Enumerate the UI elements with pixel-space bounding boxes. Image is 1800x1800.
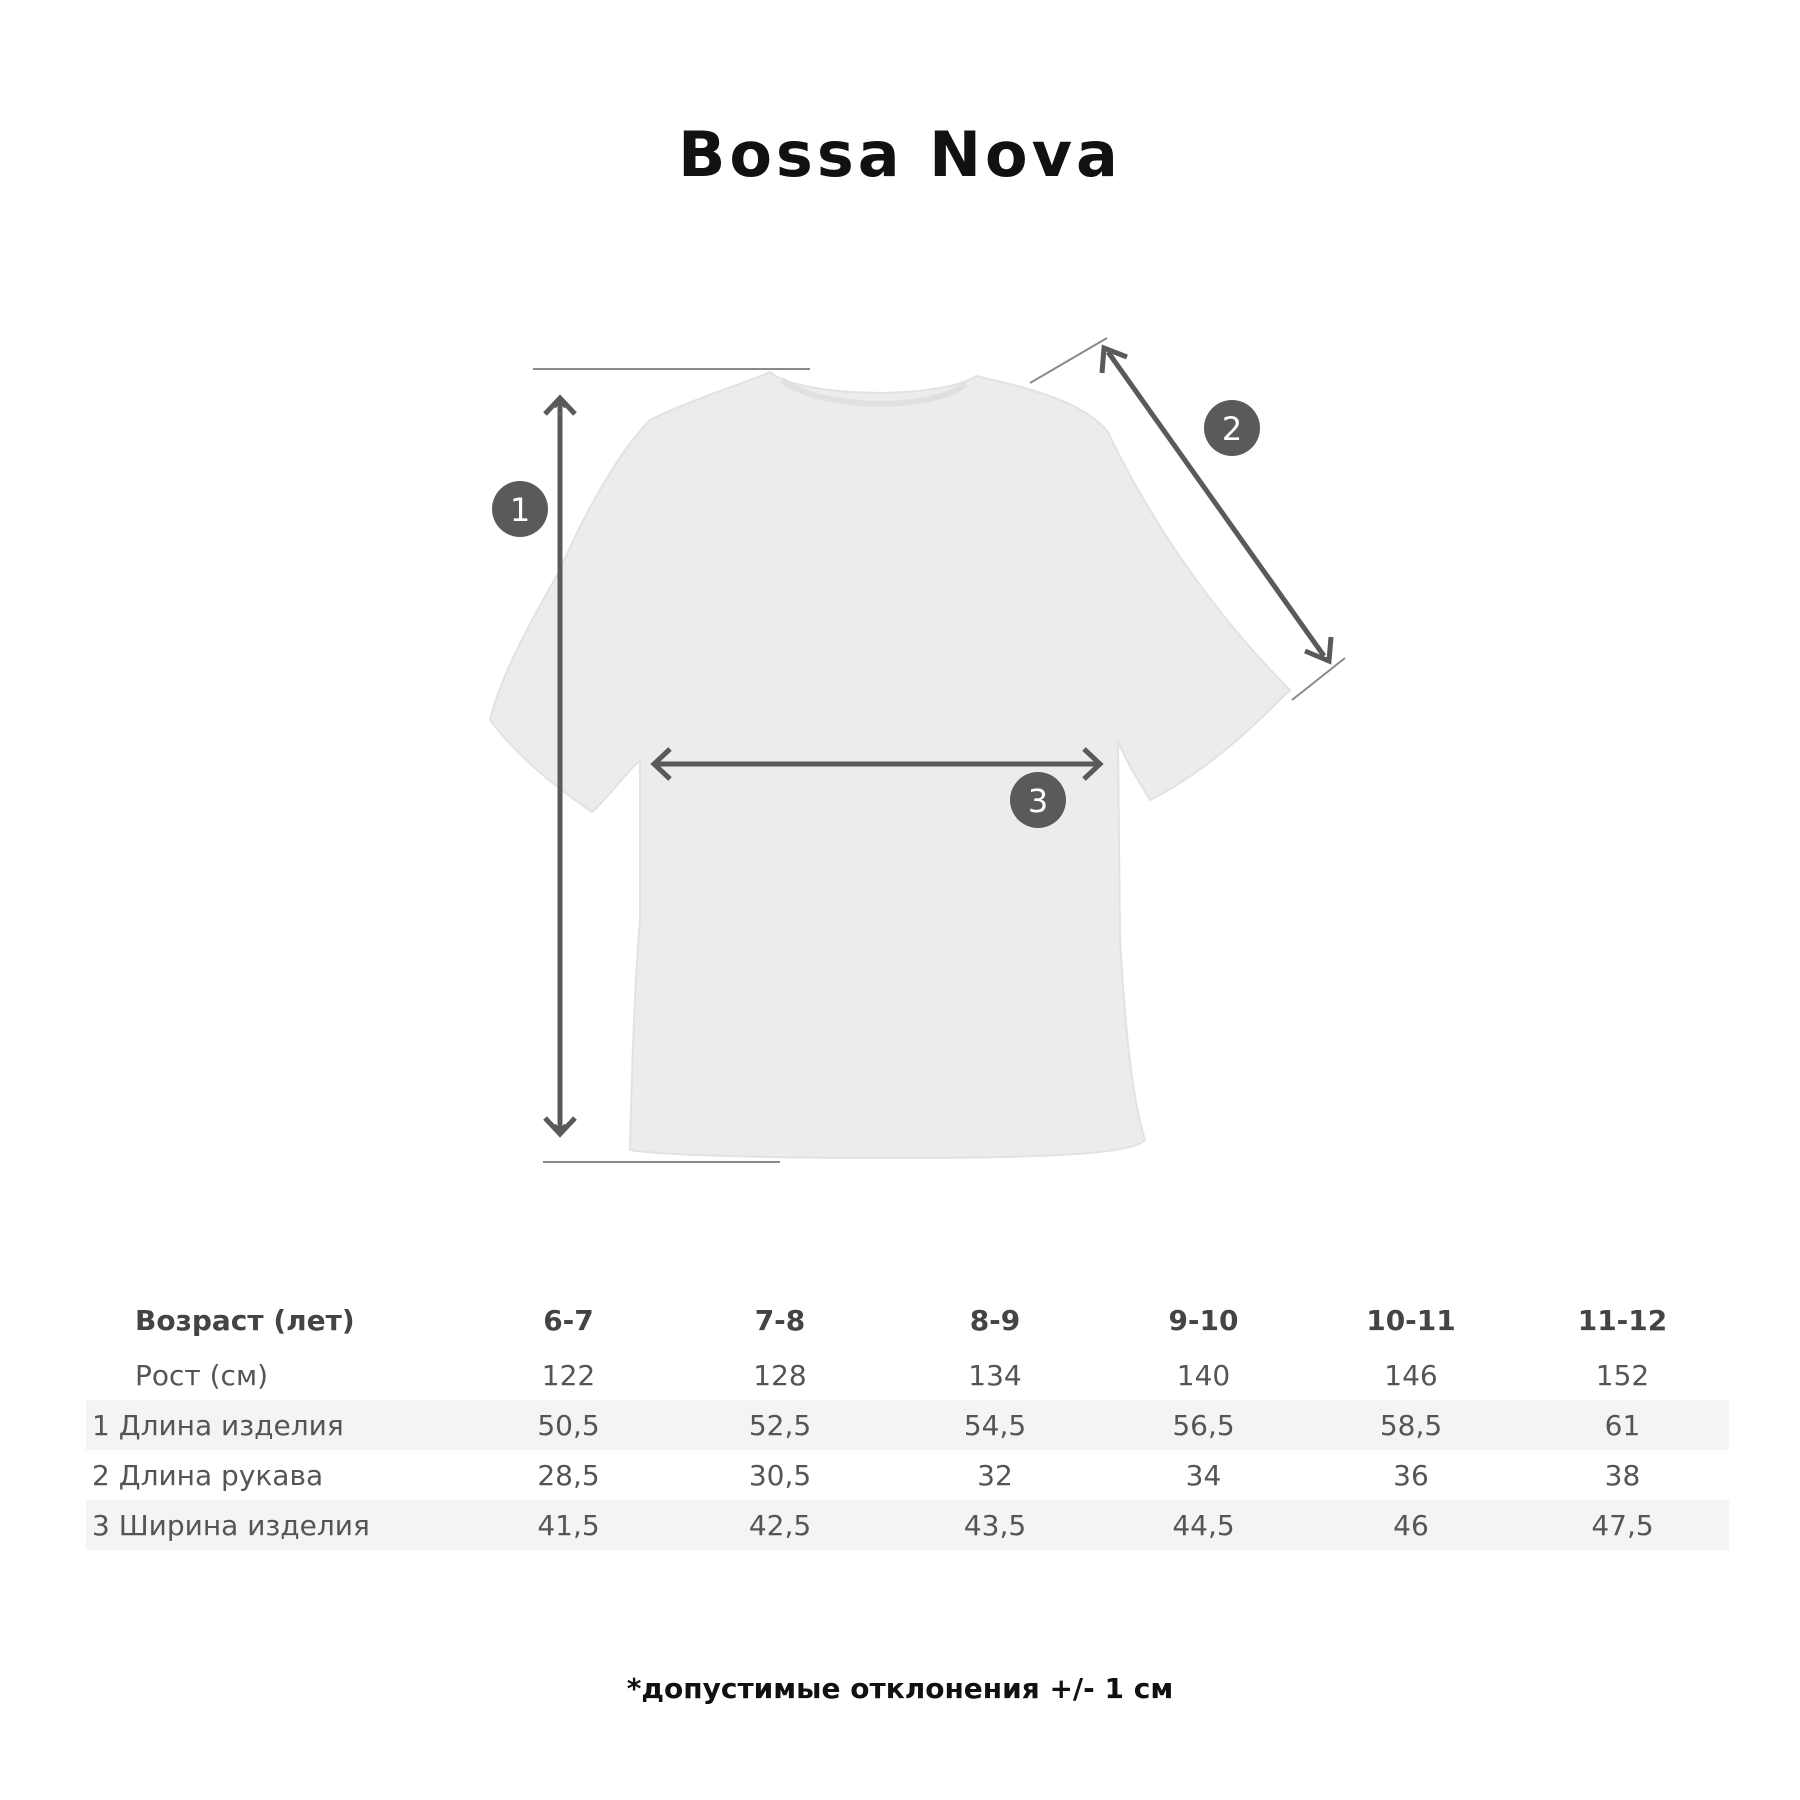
- table-header-row: [86, 1290, 1729, 1350]
- table-cell: 43,5: [889, 1500, 1101, 1550]
- table-cell: 34: [1185, 1458, 1222, 1492]
- table-cell: 41,5: [466, 1500, 671, 1550]
- table-row-width: [86, 1500, 1729, 1550]
- table-cell: 122: [541, 1358, 596, 1392]
- marker-1-label: 1: [509, 491, 531, 529]
- sleeve-guide-bottom: [1292, 658, 1345, 700]
- table-cell: 36: [1393, 1458, 1429, 1492]
- length-row-label: 1 Длина изделия: [86, 1400, 466, 1450]
- tolerance-note: *допустимые отклонения +/- 1 см: [626, 1672, 1174, 1705]
- table-cell: 28,5: [537, 1458, 600, 1492]
- table-cell: 38: [1604, 1458, 1641, 1492]
- table-row-height: [86, 1350, 1729, 1400]
- table-cell: 146: [1384, 1358, 1438, 1392]
- marker-3-badge: [1010, 772, 1066, 828]
- size-header: 10-11: [1366, 1303, 1456, 1337]
- sleeve-row-label: 2 Длина рукава: [92, 1458, 324, 1492]
- marker-3-label: 3: [1027, 782, 1049, 820]
- size-header: 7-8: [754, 1303, 806, 1337]
- table-cell: 46: [1306, 1500, 1516, 1550]
- marker-1-badge: [492, 481, 548, 537]
- table-cell: 54,5: [889, 1400, 1101, 1450]
- table-cell: 42,5: [671, 1500, 889, 1550]
- height-row-label: Рост (см): [135, 1358, 268, 1392]
- table-row-length: [86, 1400, 1729, 1450]
- size-header: 6-7: [543, 1303, 594, 1337]
- marker-2-label: 2: [1221, 410, 1243, 448]
- table-cell: 50,5: [466, 1400, 671, 1450]
- sleeve-guide-top: [1030, 338, 1107, 383]
- size-chart-table: [86, 1290, 1729, 1550]
- age-header-label: Возраст (лет): [135, 1303, 355, 1337]
- table-cell: 44,5: [1101, 1500, 1306, 1550]
- table-cell: 134: [968, 1358, 1022, 1392]
- table-cell: 61: [1516, 1400, 1729, 1450]
- marker-2-badge: [1204, 400, 1260, 456]
- table-cell: 56,5: [1101, 1400, 1306, 1450]
- table-cell: 52,5: [671, 1400, 889, 1450]
- table-cell: 128: [753, 1358, 807, 1392]
- size-header: 11-12: [1577, 1303, 1668, 1337]
- table-cell: 140: [1176, 1358, 1231, 1392]
- width-row-label: 3 Ширина изделия: [86, 1500, 466, 1550]
- size-header: 8-9: [969, 1303, 1021, 1337]
- table-cell: 58,5: [1306, 1400, 1516, 1450]
- table-cell: 30,5: [748, 1458, 812, 1492]
- table-cell: 152: [1595, 1358, 1650, 1392]
- table-row-sleeve: [86, 1450, 1729, 1500]
- brand-title: Bossa Nova: [678, 118, 1122, 191]
- table-cell: 47,5: [1516, 1500, 1729, 1550]
- table-cell: 32: [977, 1458, 1013, 1492]
- size-header: 9-10: [1168, 1303, 1239, 1337]
